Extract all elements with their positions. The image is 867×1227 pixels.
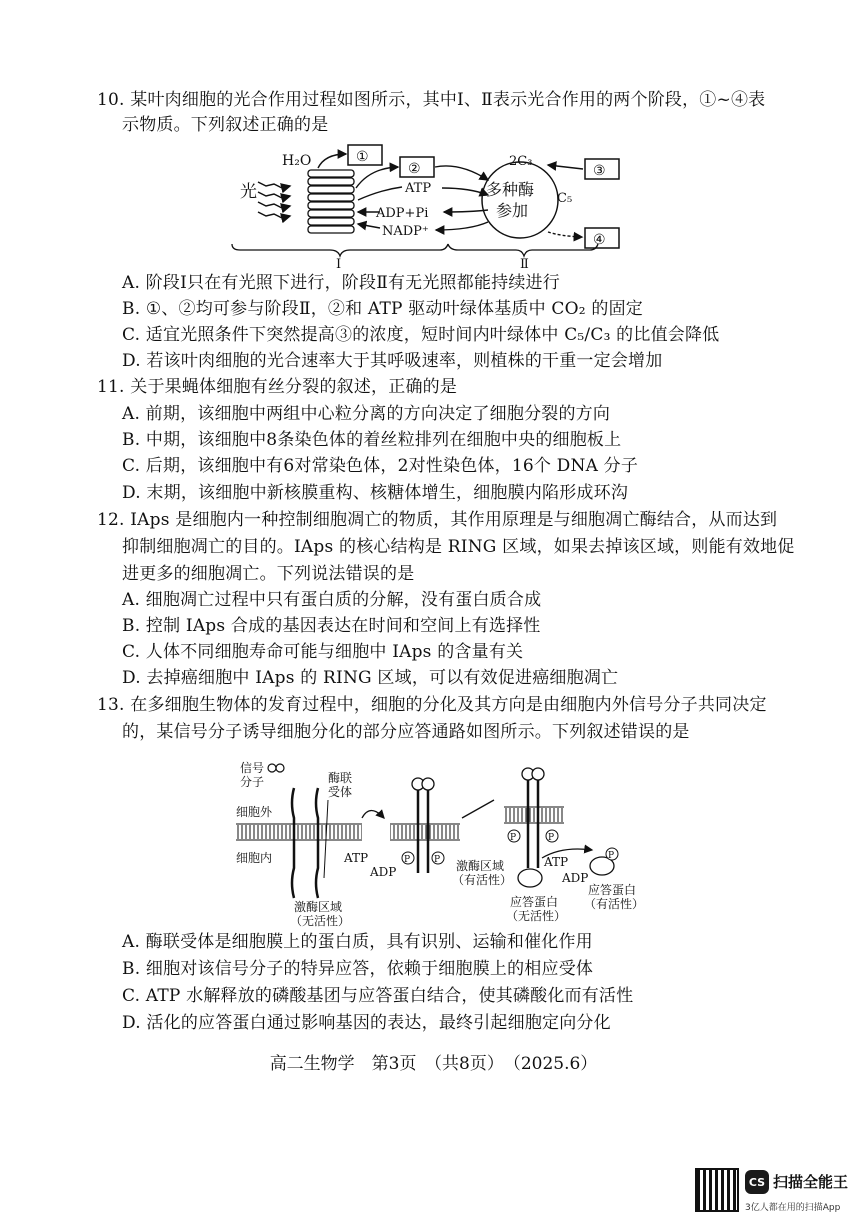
q12-option-b: B. 控制 IAps 合成的基因表达在时间和空间上有选择性 — [122, 616, 541, 636]
qr-code — [695, 1168, 739, 1212]
atp-label-1: ATP — [344, 851, 369, 865]
box-4-label: ④ — [593, 232, 606, 248]
p-mark-4: P — [548, 833, 555, 843]
scanner-watermark — [695, 1168, 855, 1220]
q13-option-d: D. 活化的应答蛋白通过影响基因的表达，最终引起细胞定向分化 — [122, 1013, 611, 1033]
calvin-cycle — [482, 162, 558, 238]
stage-2-label: Ⅱ — [520, 257, 529, 270]
q13-option-a: A. 酶联受体是细胞膜上的蛋白质，具有识别、运输和催化作用 — [122, 932, 593, 952]
nadp-label: NADP⁺ — [382, 224, 429, 239]
q13-option-c: C. ATP 水解释放的磷酸基团与应答蛋白结合，使其磷酸化而有活性 — [122, 986, 634, 1006]
box-2-label: ② — [408, 161, 421, 177]
atp-label-2: ATP — [544, 855, 569, 869]
p-mark-2: P — [434, 855, 441, 865]
signal-label-1: 信号 — [240, 761, 265, 775]
q10-stem-line2: 示物质。下列叙述正确的是 — [122, 115, 329, 135]
outside-label: 细胞外 — [236, 805, 273, 819]
p-mark-3: P — [510, 833, 517, 843]
response-active-2: （有活性） — [584, 897, 645, 911]
q12-option-c: C. 人体不同细胞寿命可能与细胞中 IAps 的含量有关 — [122, 642, 524, 662]
light-label: 光 — [240, 182, 257, 202]
q12-option-a: A. 细胞凋亡过程中只有蛋白质的分解，没有蛋白质合成 — [122, 590, 542, 610]
kinase-active-2: （有活性） — [452, 873, 513, 887]
thylakoid-stack — [308, 170, 354, 233]
q11-option-b: B. 中期，该细胞中8条染色体的着丝粒排列在细胞中央的细胞板上 — [122, 430, 622, 450]
box-3-label: ③ — [593, 163, 606, 179]
response-protein-inactive — [518, 869, 542, 887]
receptor-label-2: 受体 — [328, 785, 353, 799]
receptor-label-1: 酶联 — [328, 771, 353, 785]
light-arrows — [258, 182, 290, 218]
q12-stem-line2: 抑制细胞凋亡的目的。IAps 的核心结构是 RING 区域，如果去掉该区域，则能有效地促 — [122, 537, 795, 557]
q13-option-b: B. 细胞对该信号分子的特异应答，依赖于细胞膜上的相应受体 — [122, 959, 594, 979]
kinase-active-1: 激酶区域 — [456, 859, 505, 873]
q10-option-c: C. 适宜光照条件下突然提高③的浓度，短时间内叶绿体中 C₅/C₃ 的比值会降低 — [122, 325, 720, 345]
signal-pathway-diagram — [232, 758, 652, 933]
enzyme-label-2: 参加 — [496, 201, 529, 220]
q12-stem-line1: 12. IAps 是细胞内一种控制细胞凋亡的物质，其作用原理是与细胞凋亡酶结合，从而达到 — [97, 510, 778, 530]
q11-option-c: C. 后期，该细胞中有6对常染色体，2对性染色体，16个 DNA 分子 — [122, 456, 639, 476]
stage-1-label: Ⅰ — [336, 257, 342, 270]
q12-stem-line3: 进更多的细胞凋亡。下列说法错误的是 — [122, 564, 415, 584]
h2o-label: H₂O — [282, 153, 312, 169]
q13-stem-line1: 13. 在多细胞生物体的发育过程中，细胞的分化及其方向是由细胞内外信号分子共同决定 — [97, 695, 767, 715]
inside-label: 细胞内 — [236, 851, 273, 865]
adp-pi-label: ADP+Pi — [376, 206, 429, 221]
watermark-subtitle: 3亿人都在用的扫描App — [745, 1203, 841, 1213]
q10-option-b: B. ①、②均可参与阶段Ⅱ，②和 ATP 驱动叶绿体基质中 CO₂ 的固定 — [122, 299, 643, 319]
receptor-inactive — [292, 788, 318, 898]
q10-option-a: A. 阶段Ⅰ只在有光照下进行，阶段Ⅱ有无光照都能持续进行 — [122, 273, 560, 293]
page-footer: 高二生物学 第3页 （共8页） （2025.6） — [269, 1054, 598, 1074]
signal-label-2: 分子 — [240, 775, 265, 789]
response-active-1: 应答蛋白 — [588, 883, 637, 897]
p-mark-5: P — [608, 851, 615, 861]
q10-stem-line1: 10. 某叶肉细胞的光合作用过程如图所示，其中Ⅰ、Ⅱ表示光合作用的两个阶段，①~④表 — [97, 90, 766, 110]
response-inactive-2: （无活性） — [506, 909, 567, 923]
q11-option-a: A. 前期，该细胞中两组中心粒分离的方向决定了细胞分裂的方向 — [122, 404, 611, 424]
enzyme-label-1: 多种酶 — [486, 180, 535, 199]
q10-option-d: D. 若该叶肉细胞的光合速率大于其呼吸速率，则植株的干重一定会增加 — [122, 351, 663, 371]
q13-stem-line2: 的，某信号分子诱导细胞分化的部分应答通路如图所示。下列叙述错误的是 — [122, 722, 690, 742]
q11-stem: 11. 关于果蝇体细胞有丝分裂的叙述，正确的是 — [97, 377, 458, 397]
atp-label: ATP — [405, 181, 432, 196]
c5-label: C₅ — [557, 191, 573, 206]
box-1-label: ① — [356, 149, 369, 165]
q12-option-d: D. 去掉癌细胞中 IAps 的 RING 区域，可以有效促进癌细胞凋亡 — [122, 668, 619, 688]
photosynthesis-diagram — [230, 140, 630, 270]
watermark-brand: 扫描全能王 — [773, 1173, 849, 1191]
kinase-inactive-2: （无活性） — [290, 914, 351, 928]
c3-label: 2C₃ — [509, 154, 533, 169]
p-mark-1: P — [404, 855, 411, 865]
adp-label-1: ADP — [370, 865, 397, 879]
response-inactive-1: 应答蛋白 — [510, 895, 559, 909]
kinase-inactive-1: 激酶区域 — [294, 900, 343, 914]
camscanner-logo: CS — [745, 1170, 769, 1194]
adp-label-2: ADP — [562, 871, 589, 885]
q11-option-d: D. 末期，该细胞中新核膜重构、核糖体增生，细胞膜内陷形成环沟 — [122, 483, 629, 503]
